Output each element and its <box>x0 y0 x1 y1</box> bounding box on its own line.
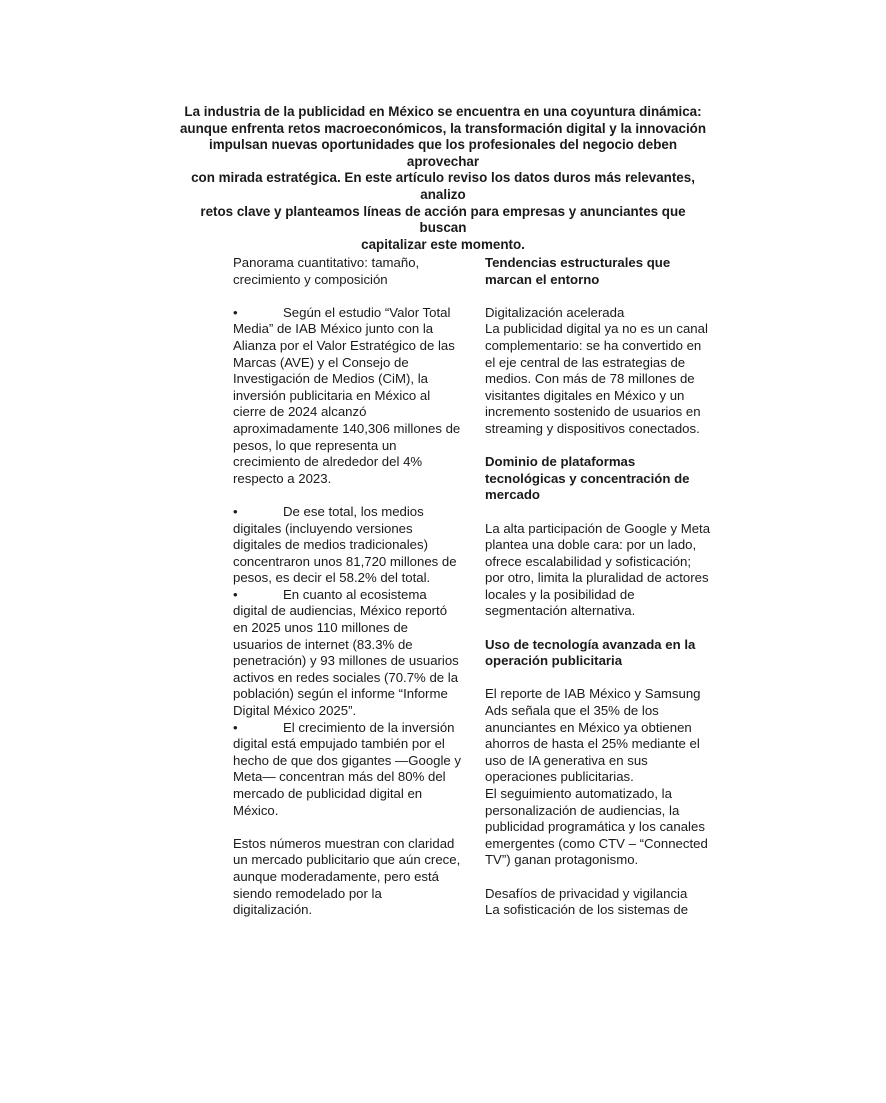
paragraph-dominio: La alta participación de Google y Meta plantea una doble cara: por un lado, ofrece escalabilidad y sofisticación; por otro, limita la pluralidad de actores locales y la posibilidad de segmentación alternativa. <box>485 520 711 619</box>
closing-paragraph: Estos números muestran con claridad un mercado publicitario que aún crece, aunque moderadamente, pero está siendo remodelado por la digitalización. <box>233 835 461 918</box>
paragraph-tecnologia-2: El seguimiento automatizado, la personalización de audiencias, la publicidad programática y los canales emergentes (como CTV – “Connected TV”) ganan protagonismo. <box>485 786 708 868</box>
paragraph-tecnologia-1: El reporte de IAB México y Samsung Ads señala que el 35% de los anunciantes en México ya obtienen ahorros de hasta el 25% mediante el uso de IA generativa en sus operaciones publicitarias. <box>485 686 701 785</box>
bullet-icon: • <box>233 586 238 602</box>
bullet-icon: • <box>233 503 238 519</box>
left-column <box>233 255 461 919</box>
bullet-item: • Según el estudio “Valor Total Media” de IAB México junto con la Alianza por el Valor Estratégico de las Marcas (AVE) y el Consejo de Investigación de Medios (CiM), la inversión publicitaria en México al cierre de 2024 alcanzó aproximadamente 140,306 millones de pesos, lo que representa un crecimiento de alrededor del 4% respecto a 2023. <box>233 304 461 486</box>
intro-line: con mirada estratégica. En este artículo reviso los datos duros más relevantes, analizo <box>191 170 695 202</box>
bullet-icon: • <box>233 719 238 735</box>
intro-line: aunque enfrenta retos macroeconómicos, la transformación digital y la innovación <box>179 120 707 136</box>
paragraph-privacidad: La sofisticación de los sistemas de <box>485 902 689 918</box>
subheading-tecnologia: Uso de tecnología avanzada en la operación publicitaria <box>485 636 696 669</box>
section-title-tendencias: Tendencias estructurales que marcan el entorno <box>485 255 671 287</box>
intro-line: retos clave y planteamos líneas de acción para empresas y anunciantes que buscan <box>200 203 686 236</box>
subheading-digitalizacion: Digitalización acelerada <box>485 304 625 320</box>
bullet-icon: • <box>233 304 238 320</box>
right-column <box>485 255 713 919</box>
bullet-item: • En cuanto al ecosistema digital de audiencias, México reportó en 2025 unos 110 millones de usuarios de internet (83.3% de penetración) y 93 millones de usuarios activos en redes sociales (70.7% de la población) según el informe “Informe Digital México 2025”. <box>233 586 459 719</box>
intro-paragraph <box>178 104 708 253</box>
bullet-item: • El crecimiento de la inversión digital está empujado también por el hecho de que dos gigantes —Google y Meta— concentran más del 80% del mercado de publicidad digital en México. <box>233 719 462 818</box>
paragraph-digitalizacion: La publicidad digital ya no es un canal complementario: se ha convertido en el eje central de las estrategias de medios. Con más de 78 millones de visitantes digitales en México y un incremento sostenido de usuarios en streaming y dispositivos conectados. <box>485 321 708 436</box>
intro-line: impulsan nuevas oportunidades que los profesionales del negocio deben aprovechar <box>208 137 677 169</box>
intro-line: capitalizar este momento. <box>361 236 525 252</box>
bullet-item: • De ese total, los medios digitales (incluyendo versiones digitales de medios tradicionales) concentraron unos 81,720 millones de pesos, es decir el 58.2% del total. <box>233 503 457 586</box>
section-title-panorama: Panorama cuantitativo: tamaño, crecimiento y composición <box>233 255 420 287</box>
subheading-dominio: Dominio de plataformas tecnológicas y concentración de mercado <box>485 454 690 503</box>
subheading-privacidad: Desafíos de privacidad y vigilancia <box>485 885 688 901</box>
intro-line: La industria de la publicidad en México se encuentra en una coyuntura dinámica: <box>184 104 702 119</box>
